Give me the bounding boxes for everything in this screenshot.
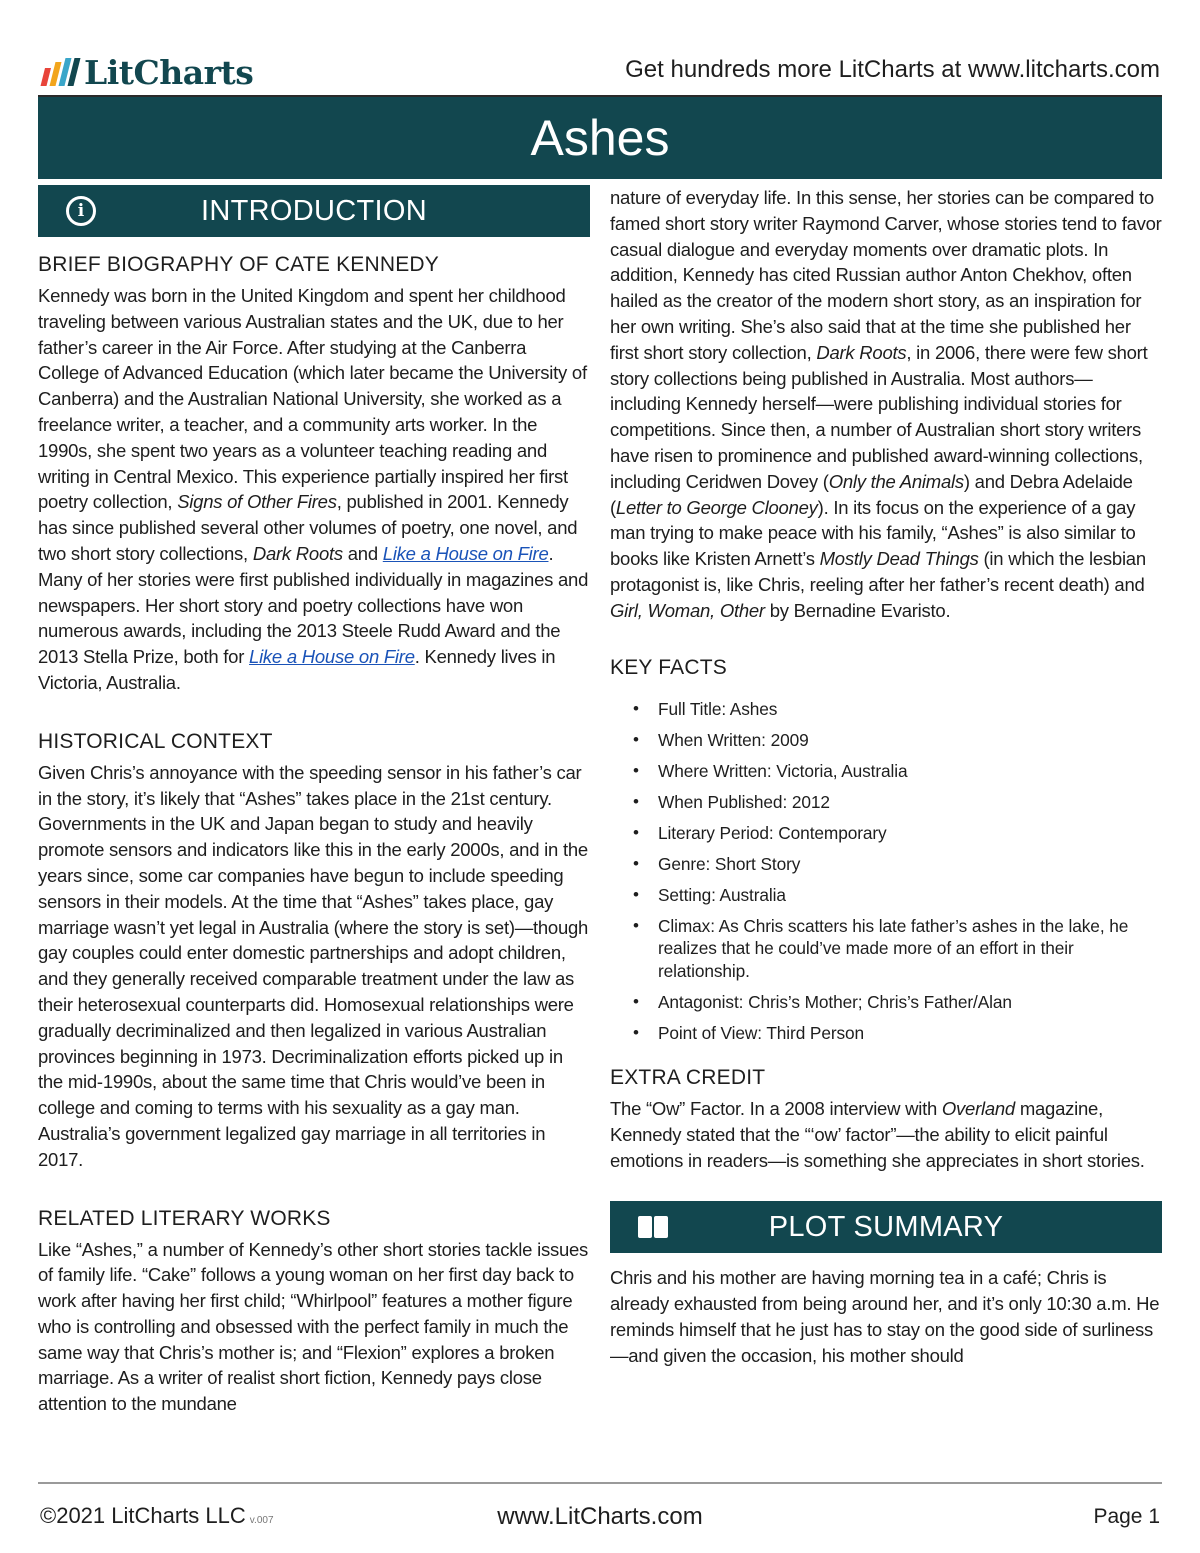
related-paragraph-part-2: nature of everyday life. In this sense, her stories can be compared to famed short story writer Raymond Carver, whose stories tend to favor casual dialogue and everyday moments over dramatic plots. In addition, Kennedy has cited Russian author Anton Chekhov, often hailed as the creator of the modern short story, as an inspiration for her own writing. She’s also said that at the time she published her first short story collection, Dark Roots, in 2006, there were few short story collections being published in Australia. Most authors—including Kennedy herself—were publishing individual stories for competitions. Since then, a number of Australian short story writers have risen to prominence and published award-winning collections, including Ceridwen Dovey (Only the Animals) and Debra Adelaide (Letter to George Clooney). In its focus on the experience of a gay man trying to make peace with his family, “Ashes” is also similar to books like Kristen Arnett’s Mostly Dead Things (in which the lesbian protagonist is, like Chris, reeling after her father’s recent death) and Girl, Woman, Other by Bernadine Evaristo.	[610, 187, 1162, 621]
key-fact-item: • Literary Period: Contemporary	[610, 822, 1162, 845]
biography-heading: BRIEF BIOGRAPHY OF CATE KENNEDY	[38, 253, 439, 276]
logo-text: LitCharts	[84, 52, 254, 92]
key-fact-item: • Point of View: Third Person	[610, 1022, 1162, 1045]
like-a-house-on-fire-link-2[interactable]: Like a House on Fire	[249, 646, 415, 668]
key-facts-heading: KEY FACTS	[610, 655, 727, 679]
header-tagline: Get hundreds more LitCharts at www.litcharts.com	[625, 56, 1160, 83]
page-title: Ashes	[38, 97, 1162, 179]
book-icon	[638, 1216, 668, 1238]
key-fact-item: • Climax: As Chris scatters his late father’s ashes in the lake, he realizes that he could’ve made more of an effort in their relationship.	[610, 915, 1162, 983]
plot-summary-paragraph: Chris and his mother are having morning tea in a café; Chris is already exhausted from being around her, and it’s only 10:30 a.m. He reminds himself that he just has to stay on the good side of surliness—and given the occasion, his mother should	[610, 1267, 1160, 1366]
logo-bars-icon	[41, 58, 81, 86]
litcharts-logo[interactable]	[44, 52, 253, 92]
historical-heading: HISTORICAL CONTEXT	[38, 729, 273, 753]
extra-credit-heading: EXTRA CREDIT	[610, 1066, 766, 1090]
info-icon: i	[66, 196, 96, 226]
related-heading: RELATED LITERARY WORKS	[38, 1206, 331, 1230]
biography-paragraph: Kennedy was born in the United Kingdom and spent her childhood traveling between various Australian states and the UK, due to her father’s career in the Air Force. After studying at the Canberra College of Advanced Education (which later became the University of Canberra) and the Australian National University, she worked as a freelance writer, a teacher, and a community arts worker. In the 1990s, she spent two years as a volunteer teaching reading and writing in Central Mexico. This experience partially inspired her first poetry collection, Signs of Other Fires, published in 2001. Kennedy has since published several other volumes of poetry, one novel, and two short story collections, Dark Roots and Like a House on Fire. Many of her stories were first published individually in magazines and newspapers. Her short story and poetry collections have won numerous awards, including the 2013 Steele Rudd Award and the 2013 Stella Prize, both for Like a House on Fire. Kennedy lives in Victoria, Australia.	[38, 285, 589, 693]
key-fact-item: • Where Written: Victoria, Australia	[610, 760, 1162, 783]
left-column	[38, 185, 590, 1415]
footer-divider	[38, 1482, 1162, 1484]
plot-summary-title: PLOT SUMMARY	[768, 1210, 1004, 1243]
key-fact-item: • Full Title: Ashes	[610, 698, 1162, 721]
like-a-house-on-fire-link[interactable]: Like a House on Fire	[382, 542, 549, 564]
introduction-banner	[38, 185, 590, 237]
extra-credit-paragraph: The “Ow” Factor. In a 2008 interview with Overland magazine, Kennedy stated that the “‘ow’ factor”—the ability to elicit painful emotions in readers—is something she appreciates in short stories.	[610, 1098, 1145, 1171]
key-facts-list	[610, 698, 1162, 1045]
footer-page-number: Page 1	[1093, 1505, 1160, 1528]
footer-copyright: ©2021 LitCharts LLC v.007	[40, 1503, 274, 1528]
right-column	[610, 185, 1162, 1369]
key-fact-item: • When Published: 2012	[610, 791, 1162, 814]
key-fact-item: • When Written: 2009	[610, 729, 1162, 752]
key-fact-item: • Genre: Short Story	[610, 853, 1162, 876]
key-fact-item: • Setting: Australia	[610, 884, 1162, 907]
plot-summary-banner	[610, 1201, 1162, 1253]
historical-paragraph: Given Chris’s annoyance with the speeding sensor in his father’s car in the story, it’s likely that “Ashes” takes place in the 21st century. Governments in the UK and Japan began to study and heavily promote sensors and indicators like this in the early 2000s, and in the years since, some car companies have begun to include speeding sensors in their models. At the time that “Ashes” takes place, gay marriage wasn’t yet legal in Australia (where the story is set)—though gay couples could enter domestic partnerships and adopt children, and they generally received comparable treatment under the law as their heterosexual counterparts did. Homosexual relationships were gradually decriminalized and then legalized in various Australian provinces beginning in 1973. Decriminalization efforts picked up in the mid-1990s, about the same time that Chris would’ve been in college and coming to terms with his sexuality as a gay man. Australia’s government legalized gay marriage in all territories in 2017.	[38, 761, 589, 1170]
footer-site-link[interactable]: www.LitCharts.com	[497, 1503, 703, 1530]
footer-version: v.007	[249, 1515, 274, 1526]
related-paragraph-part-1: Like “Ashes,” a number of Kennedy’s other short stories tackle issues of family life. “Cake” follows a young woman on her first day back to work after having her first child; “Whirlpool” features a mother figure who is controlling and obsessed with the perfect family in much the same way that Chris’s mother is; and “Flexion” explores a broken marriage. As a writer of realist short fiction, Kennedy pays close attention to the mundane	[38, 1238, 589, 1415]
key-fact-item: • Antagonist: Chris’s Mother; Chris’s Father/Alan	[610, 991, 1162, 1014]
introduction-title: INTRODUCTION	[201, 194, 427, 227]
